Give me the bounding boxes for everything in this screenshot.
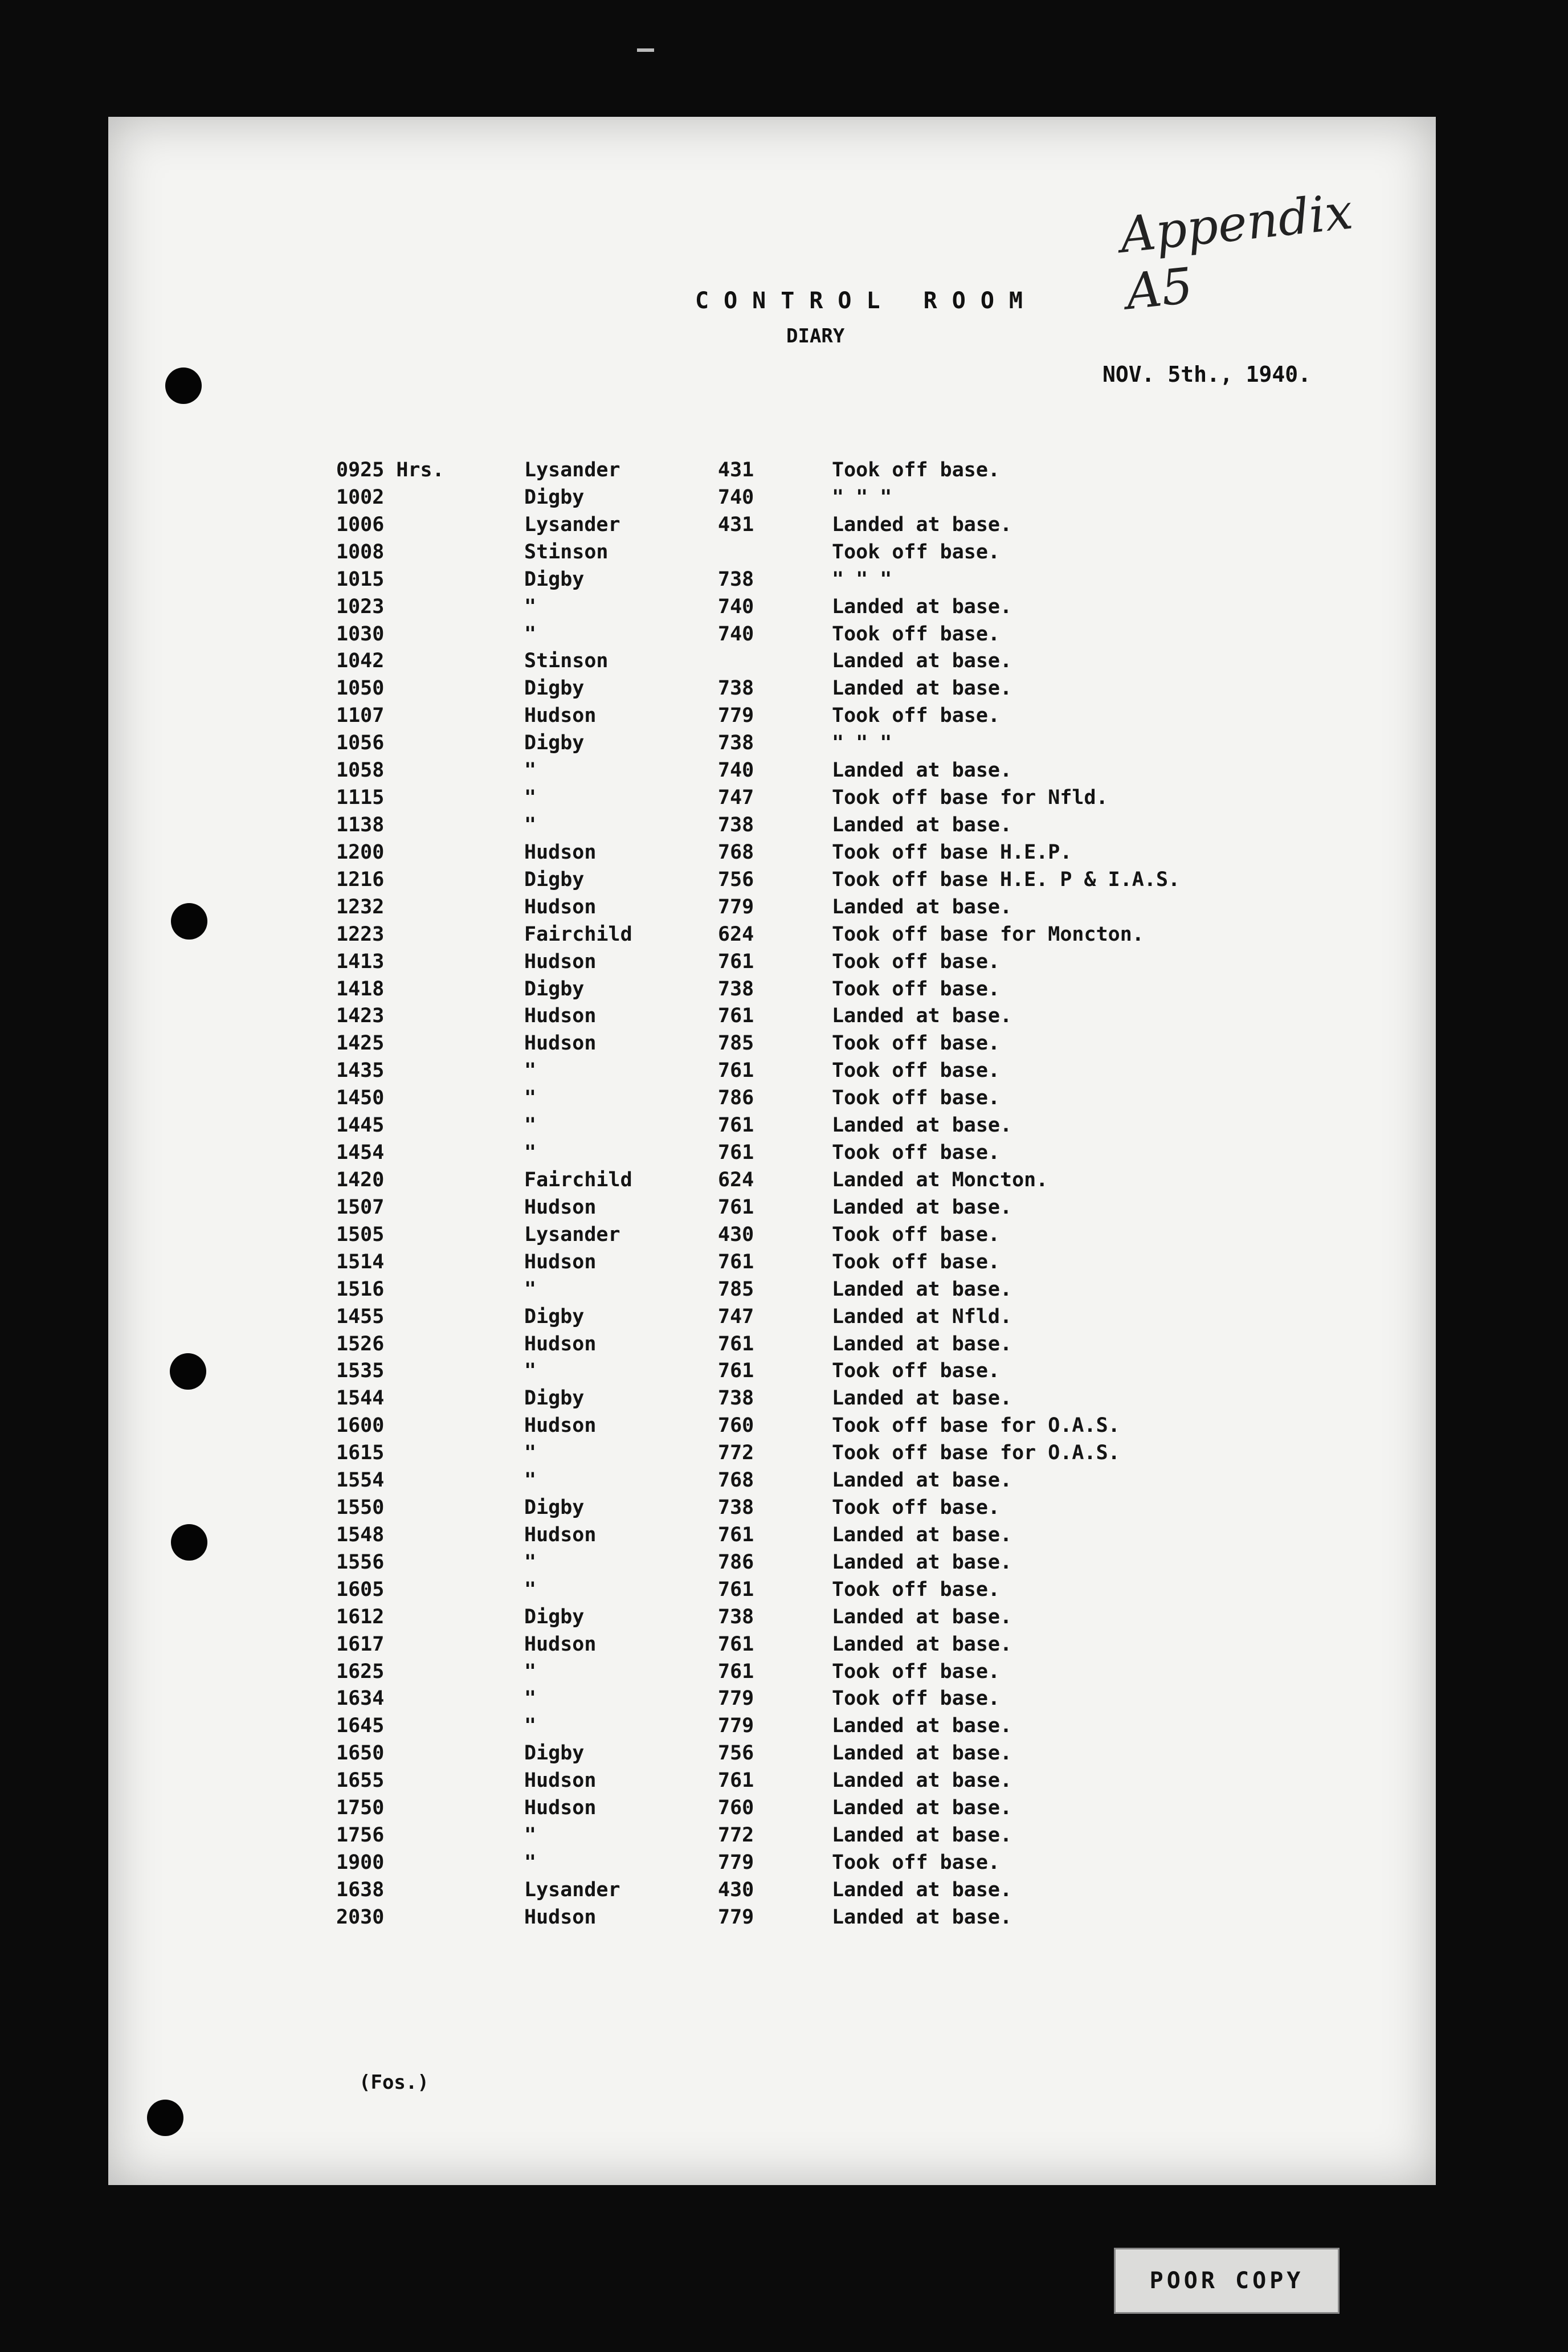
diary-entry-row: [336, 868, 1419, 891]
entry-time: 1556: [336, 1550, 385, 1574]
diary-entry-row: [336, 1742, 1419, 1765]
footer-initials: (Fos.): [359, 2071, 429, 2094]
entry-aircraft: ": [524, 1359, 537, 1383]
entry-aircraft: Hudson: [524, 950, 597, 973]
entry-remark: Took off base.: [832, 1141, 1001, 1165]
entry-aircraft: ": [524, 1687, 537, 1710]
entry-time: 1002: [336, 485, 385, 509]
entry-remark: Took off base.: [832, 704, 1001, 728]
entry-aircraft-number: 761: [718, 1632, 754, 1656]
entry-aircraft-number: 761: [718, 1359, 754, 1383]
entry-aircraft-number: 768: [718, 840, 754, 864]
film-mark: [637, 48, 654, 52]
entry-aircraft-number: 624: [718, 1168, 754, 1191]
entry-aircraft: Hudson: [524, 895, 597, 918]
diary-entry-row: [336, 1059, 1419, 1082]
entry-time: 1232: [336, 895, 385, 918]
entry-aircraft: Fairchild: [524, 1168, 632, 1191]
entry-aircraft: ": [524, 1442, 537, 1465]
diary-entry-row: [336, 1906, 1419, 1929]
entry-aircraft: Hudson: [524, 1905, 597, 1929]
entry-aircraft-number: 761: [718, 1660, 754, 1683]
entry-aircraft: ": [524, 1114, 537, 1137]
entry-remark: Landed at base.: [832, 1004, 1012, 1028]
entry-remark: " " ": [832, 485, 892, 509]
entry-aircraft-number: 740: [718, 622, 754, 646]
entry-remark: Took off base for O.A.S.: [832, 1442, 1120, 1465]
diary-entry-row: [336, 1305, 1419, 1328]
entry-aircraft-number: 779: [718, 1905, 754, 1929]
diary-entry-row: [336, 950, 1419, 973]
diary-entry-row: [336, 841, 1419, 864]
entry-remark: Landed at base.: [832, 1796, 1012, 1820]
entry-time: 0925 Hrs.: [336, 459, 444, 481]
entry-aircraft: ": [524, 1469, 537, 1492]
entry-aircraft-number: 772: [718, 1824, 754, 1847]
diary-entry-row: [336, 1032, 1419, 1055]
entry-time: 1514: [336, 1250, 385, 1273]
entry-time: 1115: [336, 786, 385, 810]
entry-time: 1650: [336, 1742, 385, 1765]
entry-aircraft: Hudson: [524, 1032, 597, 1055]
entry-time: 1634: [336, 1687, 385, 1710]
entry-time: 1505: [336, 1223, 385, 1246]
diary-entry-row: [336, 486, 1419, 509]
entry-time: 1023: [336, 595, 385, 618]
entry-aircraft-number: 779: [718, 1687, 754, 1710]
punch-hole-3: [170, 1353, 206, 1390]
entry-remark: Landed at base.: [832, 1550, 1012, 1574]
entry-aircraft: Digby: [524, 1387, 585, 1410]
diary-entry-row: [336, 650, 1419, 672]
diary-entry-row: [336, 1169, 1419, 1191]
entry-remark: Landed at base.: [832, 1714, 1012, 1738]
entry-aircraft-number: 761: [718, 1250, 754, 1273]
handwritten-appendix-note: Appendix A5: [1117, 183, 1355, 321]
entry-aircraft-number: 430: [718, 1878, 754, 1901]
diary-entry-row: [336, 1196, 1419, 1219]
diary-entry-row: [336, 1387, 1419, 1410]
entry-time: 1223: [336, 922, 385, 946]
poor-copy-stamp: POOR COPY: [1114, 2248, 1340, 2314]
entry-time: 1138: [336, 813, 385, 836]
diary-entry-row: [336, 923, 1419, 946]
diary-entry-row: [336, 1660, 1419, 1683]
entry-time: 1423: [336, 1004, 385, 1028]
diary-date: NOV. 5th., 1940.: [1102, 362, 1312, 387]
entry-aircraft-number: 740: [718, 595, 754, 618]
entry-time: 1535: [336, 1359, 385, 1383]
entry-remark: Took off base.: [832, 1359, 1001, 1383]
entry-aircraft-number: 761: [718, 1332, 754, 1355]
entry-time: 1548: [336, 1523, 385, 1546]
entry-aircraft-number: 738: [718, 1605, 754, 1628]
page-subtitle: DIARY: [786, 325, 845, 348]
entry-aircraft-number: 760: [718, 1414, 754, 1438]
entry-remark: Took off base.: [832, 540, 1001, 564]
entry-time: 1425: [336, 1032, 385, 1055]
document-page: [108, 117, 1436, 2185]
entry-remark: Took off base.: [832, 1578, 1001, 1601]
entry-aircraft: Digby: [524, 677, 585, 700]
entry-remark: Landed at base.: [832, 1114, 1012, 1137]
entry-time: 1006: [336, 513, 385, 536]
entry-aircraft: ": [524, 1578, 537, 1601]
entry-remark: Landed at base.: [832, 1905, 1012, 1929]
entry-aircraft-number: 431: [718, 513, 754, 536]
diary-entry-row: [336, 978, 1419, 1001]
entry-remark: Landed at base.: [832, 1277, 1012, 1301]
entry-time: 1058: [336, 759, 385, 782]
entry-aircraft-number: 785: [718, 1277, 754, 1301]
diary-entry-row: [336, 1606, 1419, 1628]
entry-remark: Took off base.: [832, 622, 1001, 646]
entry-aircraft-number: 761: [718, 1578, 754, 1601]
entry-aircraft: Hudson: [524, 1523, 597, 1546]
entry-aircraft-number: 738: [718, 1387, 754, 1410]
diary-entry-row: [336, 1114, 1419, 1137]
entry-remark: Took off base.: [832, 1250, 1001, 1273]
entry-remark: Landed at base.: [832, 1878, 1012, 1901]
diary-entry-row: [336, 1278, 1419, 1301]
entry-remark: Landed at base.: [832, 1387, 1012, 1410]
entry-time: 1507: [336, 1195, 385, 1219]
diary-entry-row: [336, 1333, 1419, 1355]
entry-aircraft-number: 779: [718, 1714, 754, 1738]
entry-time: 1413: [336, 950, 385, 973]
entry-time: 1645: [336, 1714, 385, 1738]
entry-remark: " " ": [832, 567, 892, 591]
diary-entry-row: [336, 1524, 1419, 1546]
diary-entry-row: [336, 1824, 1419, 1847]
entry-time: 1612: [336, 1605, 385, 1628]
diary-entry-row: [336, 1414, 1419, 1437]
entry-aircraft: ": [524, 1141, 537, 1165]
diary-entry-row: [336, 1578, 1419, 1601]
entry-aircraft: ": [524, 1550, 537, 1574]
diary-entry-row: [336, 732, 1419, 754]
entry-aircraft: Digby: [524, 732, 585, 755]
entry-remark: Landed at base.: [832, 759, 1012, 782]
diary-entry-row: [336, 1633, 1419, 1656]
entry-remark: Took off base.: [832, 1223, 1001, 1246]
entry-remark: Landed at base.: [832, 1824, 1012, 1847]
diary-entry-row: [336, 513, 1419, 536]
entry-aircraft: Hudson: [524, 704, 597, 728]
entry-aircraft: Lysander: [524, 513, 620, 536]
entry-time: 1605: [336, 1578, 385, 1601]
entry-aircraft: Lysander: [524, 1223, 620, 1246]
entry-remark: Landed at base.: [832, 1332, 1012, 1355]
entry-aircraft: ": [524, 813, 537, 836]
entry-remark: Took off base.: [832, 950, 1001, 973]
entry-remark: " " ": [832, 732, 892, 755]
entry-aircraft-number: 779: [718, 1851, 754, 1875]
entry-aircraft-number: 772: [718, 1442, 754, 1465]
entry-remark: Took off base for Nfld.: [832, 786, 1108, 810]
entry-remark: Landed at base.: [832, 895, 1012, 918]
entry-aircraft-number: 779: [718, 704, 754, 728]
entry-aircraft-number: 761: [718, 1769, 754, 1792]
punch-hole-2: [171, 903, 207, 940]
entry-time: 1526: [336, 1332, 385, 1355]
entry-aircraft: Hudson: [524, 1414, 597, 1438]
entry-remark: Took off base.: [832, 977, 1001, 1001]
entry-remark: Landed at base.: [832, 1769, 1012, 1792]
entry-aircraft-number: 738: [718, 813, 754, 836]
entry-aircraft: Hudson: [524, 1632, 597, 1656]
entry-aircraft-number: 785: [718, 1032, 754, 1055]
entry-time: 1008: [336, 540, 385, 564]
entry-remark: Took off base.: [832, 1059, 1001, 1083]
entry-remark: Landed at base.: [832, 1195, 1012, 1219]
entry-time: 1544: [336, 1387, 385, 1410]
entry-time: 1030: [336, 622, 385, 646]
entry-remark: Landed at Nfld.: [832, 1305, 1012, 1328]
entry-time: 1638: [336, 1878, 385, 1901]
entry-time: 1454: [336, 1141, 385, 1165]
entry-time: 1042: [336, 650, 385, 673]
diary-entry-row: [336, 1879, 1419, 1901]
entry-aircraft: ": [524, 1087, 537, 1110]
entry-time: 1450: [336, 1087, 385, 1110]
entry-remark: Landed at base.: [832, 1523, 1012, 1546]
entry-time: 1900: [336, 1851, 385, 1875]
entry-time: 1615: [336, 1442, 385, 1465]
entry-aircraft: Hudson: [524, 1250, 597, 1273]
entry-aircraft: Hudson: [524, 840, 597, 864]
page-title: CONTROL ROOM: [695, 288, 1038, 314]
entry-remark: Landed at base.: [832, 677, 1012, 700]
diary-entry-row: [336, 1359, 1419, 1382]
entry-remark: Took off base H.E.P.: [832, 840, 1072, 864]
entry-aircraft: Digby: [524, 1742, 585, 1765]
entry-remark: Took off base.: [832, 459, 1001, 481]
diary-entry-row: [336, 595, 1419, 618]
entry-aircraft: Hudson: [524, 1332, 597, 1355]
diary-entry-row: [336, 568, 1419, 591]
entry-time: 1200: [336, 840, 385, 864]
diary-entry-row: [336, 459, 1419, 481]
entry-time: 1420: [336, 1168, 385, 1191]
entry-aircraft-number: 779: [718, 895, 754, 918]
diary-entries: [336, 459, 1419, 1929]
entry-aircraft: Hudson: [524, 1796, 597, 1820]
entry-time: 1107: [336, 704, 385, 728]
diary-entry-row: [336, 1714, 1419, 1737]
entry-remark: Took off base.: [832, 1687, 1001, 1710]
diary-entry-row: [336, 1087, 1419, 1109]
entry-aircraft: Lysander: [524, 1878, 620, 1901]
diary-entry-row: [336, 786, 1419, 809]
entry-aircraft-number: 761: [718, 1059, 754, 1083]
entry-aircraft: Digby: [524, 1605, 585, 1628]
entry-time: 1050: [336, 677, 385, 700]
diary-entry-row: [336, 1769, 1419, 1792]
entry-time: 1216: [336, 868, 385, 891]
entry-remark: Landed at base.: [832, 1742, 1012, 1765]
entry-aircraft-number: 761: [718, 1114, 754, 1137]
entry-aircraft: Stinson: [524, 650, 609, 673]
entry-time: 1600: [336, 1414, 385, 1438]
entry-aircraft: Hudson: [524, 1195, 597, 1219]
diary-entry-row: [336, 1004, 1419, 1027]
diary-entry-row: [336, 677, 1419, 700]
entry-aircraft: Digby: [524, 1496, 585, 1520]
entry-time: 1445: [336, 1114, 385, 1137]
entry-time: 1056: [336, 732, 385, 755]
entry-aircraft: Digby: [524, 868, 585, 891]
diary-entry-row: [336, 1796, 1419, 1819]
diary-entry-row: [336, 1687, 1419, 1710]
entry-aircraft: ": [524, 595, 537, 618]
diary-entry-row: [336, 1141, 1419, 1164]
entry-aircraft-number: 738: [718, 1496, 754, 1520]
entry-aircraft-number: 738: [718, 977, 754, 1001]
entry-aircraft: ": [524, 1851, 537, 1875]
entry-remark: Landed at Moncton.: [832, 1168, 1048, 1191]
entry-time: 1455: [336, 1305, 385, 1328]
entry-aircraft: ": [524, 1277, 537, 1301]
entry-aircraft: Hudson: [524, 1769, 597, 1792]
entry-remark: Took off base.: [832, 1496, 1001, 1520]
entry-aircraft-number: 738: [718, 732, 754, 755]
entry-aircraft: ": [524, 1059, 537, 1083]
entry-aircraft: Digby: [524, 485, 585, 509]
entry-aircraft-number: 738: [718, 567, 754, 591]
entry-remark: Took off base.: [832, 1660, 1001, 1683]
entry-time: 1617: [336, 1632, 385, 1656]
entry-aircraft: Digby: [524, 977, 585, 1001]
diary-entry-row: [336, 1551, 1419, 1574]
entry-aircraft: Lysander: [524, 459, 620, 481]
entry-aircraft-number: 740: [718, 485, 754, 509]
entry-time: 1625: [336, 1660, 385, 1683]
entry-time: 1756: [336, 1824, 385, 1847]
entry-aircraft-number: 761: [718, 1523, 754, 1546]
entry-remark: Landed at base.: [832, 650, 1012, 673]
entry-aircraft-number: 747: [718, 1305, 754, 1328]
entry-aircraft-number: 761: [718, 1195, 754, 1219]
entry-aircraft-number: 761: [718, 950, 754, 973]
entry-aircraft: ": [524, 786, 537, 810]
entry-aircraft: ": [524, 1824, 537, 1847]
entry-aircraft: Stinson: [524, 540, 609, 564]
diary-entry-row: [336, 623, 1419, 646]
entry-remark: Took off base for O.A.S.: [832, 1414, 1120, 1438]
entry-time: 1750: [336, 1796, 385, 1820]
diary-entry-row: [336, 1851, 1419, 1874]
entry-time: 1655: [336, 1769, 385, 1792]
entry-aircraft-number: 761: [718, 1004, 754, 1028]
entry-remark: Landed at base.: [832, 1605, 1012, 1628]
punch-hole-5: [147, 2100, 183, 2136]
entry-aircraft-number: 761: [718, 1141, 754, 1165]
entry-remark: Took off base.: [832, 1851, 1001, 1875]
entry-aircraft-number: 738: [718, 677, 754, 700]
entry-remark: Landed at base.: [832, 1632, 1012, 1656]
entry-remark: Landed at base.: [832, 813, 1012, 836]
entry-remark: Landed at base.: [832, 1469, 1012, 1492]
entry-remark: Landed at base.: [832, 513, 1012, 536]
entry-aircraft-number: 747: [718, 786, 754, 810]
diary-entry-row: [336, 1251, 1419, 1273]
entry-remark: Took off base.: [832, 1087, 1001, 1110]
entry-aircraft: Hudson: [524, 1004, 597, 1028]
entry-time: 1015: [336, 567, 385, 591]
entry-aircraft-number: 786: [718, 1550, 754, 1574]
entry-aircraft-number: 624: [718, 922, 754, 946]
entry-aircraft: ": [524, 1714, 537, 1738]
entry-aircraft: ": [524, 1660, 537, 1683]
entry-remark: Took off base H.E. P & I.A.S.: [832, 868, 1181, 891]
diary-entry-row: [336, 1223, 1419, 1246]
entry-remark: Took off base.: [832, 1032, 1001, 1055]
entry-aircraft: ": [524, 622, 537, 646]
entry-time: 1435: [336, 1059, 385, 1083]
entry-remark: Landed at base.: [832, 595, 1012, 618]
entry-time: 2030: [336, 1905, 385, 1929]
diary-entry-row: [336, 1496, 1419, 1519]
entry-aircraft-number: 756: [718, 1742, 754, 1765]
entry-aircraft-number: 430: [718, 1223, 754, 1246]
entry-aircraft: Digby: [524, 567, 585, 591]
diary-entry-row: [336, 896, 1419, 918]
diary-entry-row: [336, 759, 1419, 782]
entry-time: 1516: [336, 1277, 385, 1301]
diary-entry-row: [336, 1469, 1419, 1492]
entry-aircraft-number: 768: [718, 1469, 754, 1492]
entry-aircraft-number: 786: [718, 1087, 754, 1110]
entry-aircraft-number: 431: [718, 459, 754, 481]
entry-aircraft-number: 760: [718, 1796, 754, 1820]
entry-aircraft: ": [524, 759, 537, 782]
punch-hole-1: [165, 368, 202, 404]
entry-aircraft: Digby: [524, 1305, 585, 1328]
punch-hole-4: [171, 1524, 207, 1561]
entry-time: 1554: [336, 1469, 385, 1492]
diary-entry-row: [336, 704, 1419, 727]
entry-aircraft-number: 756: [718, 868, 754, 891]
entry-time: 1418: [336, 977, 385, 1001]
entry-aircraft: Fairchild: [524, 922, 632, 946]
entry-aircraft-number: 740: [718, 759, 754, 782]
diary-entry-row: [336, 1442, 1419, 1464]
diary-entry-row: [336, 814, 1419, 836]
entry-remark: Took off base for Moncton.: [832, 922, 1144, 946]
entry-time: 1550: [336, 1496, 385, 1520]
diary-entry-row: [336, 541, 1419, 564]
